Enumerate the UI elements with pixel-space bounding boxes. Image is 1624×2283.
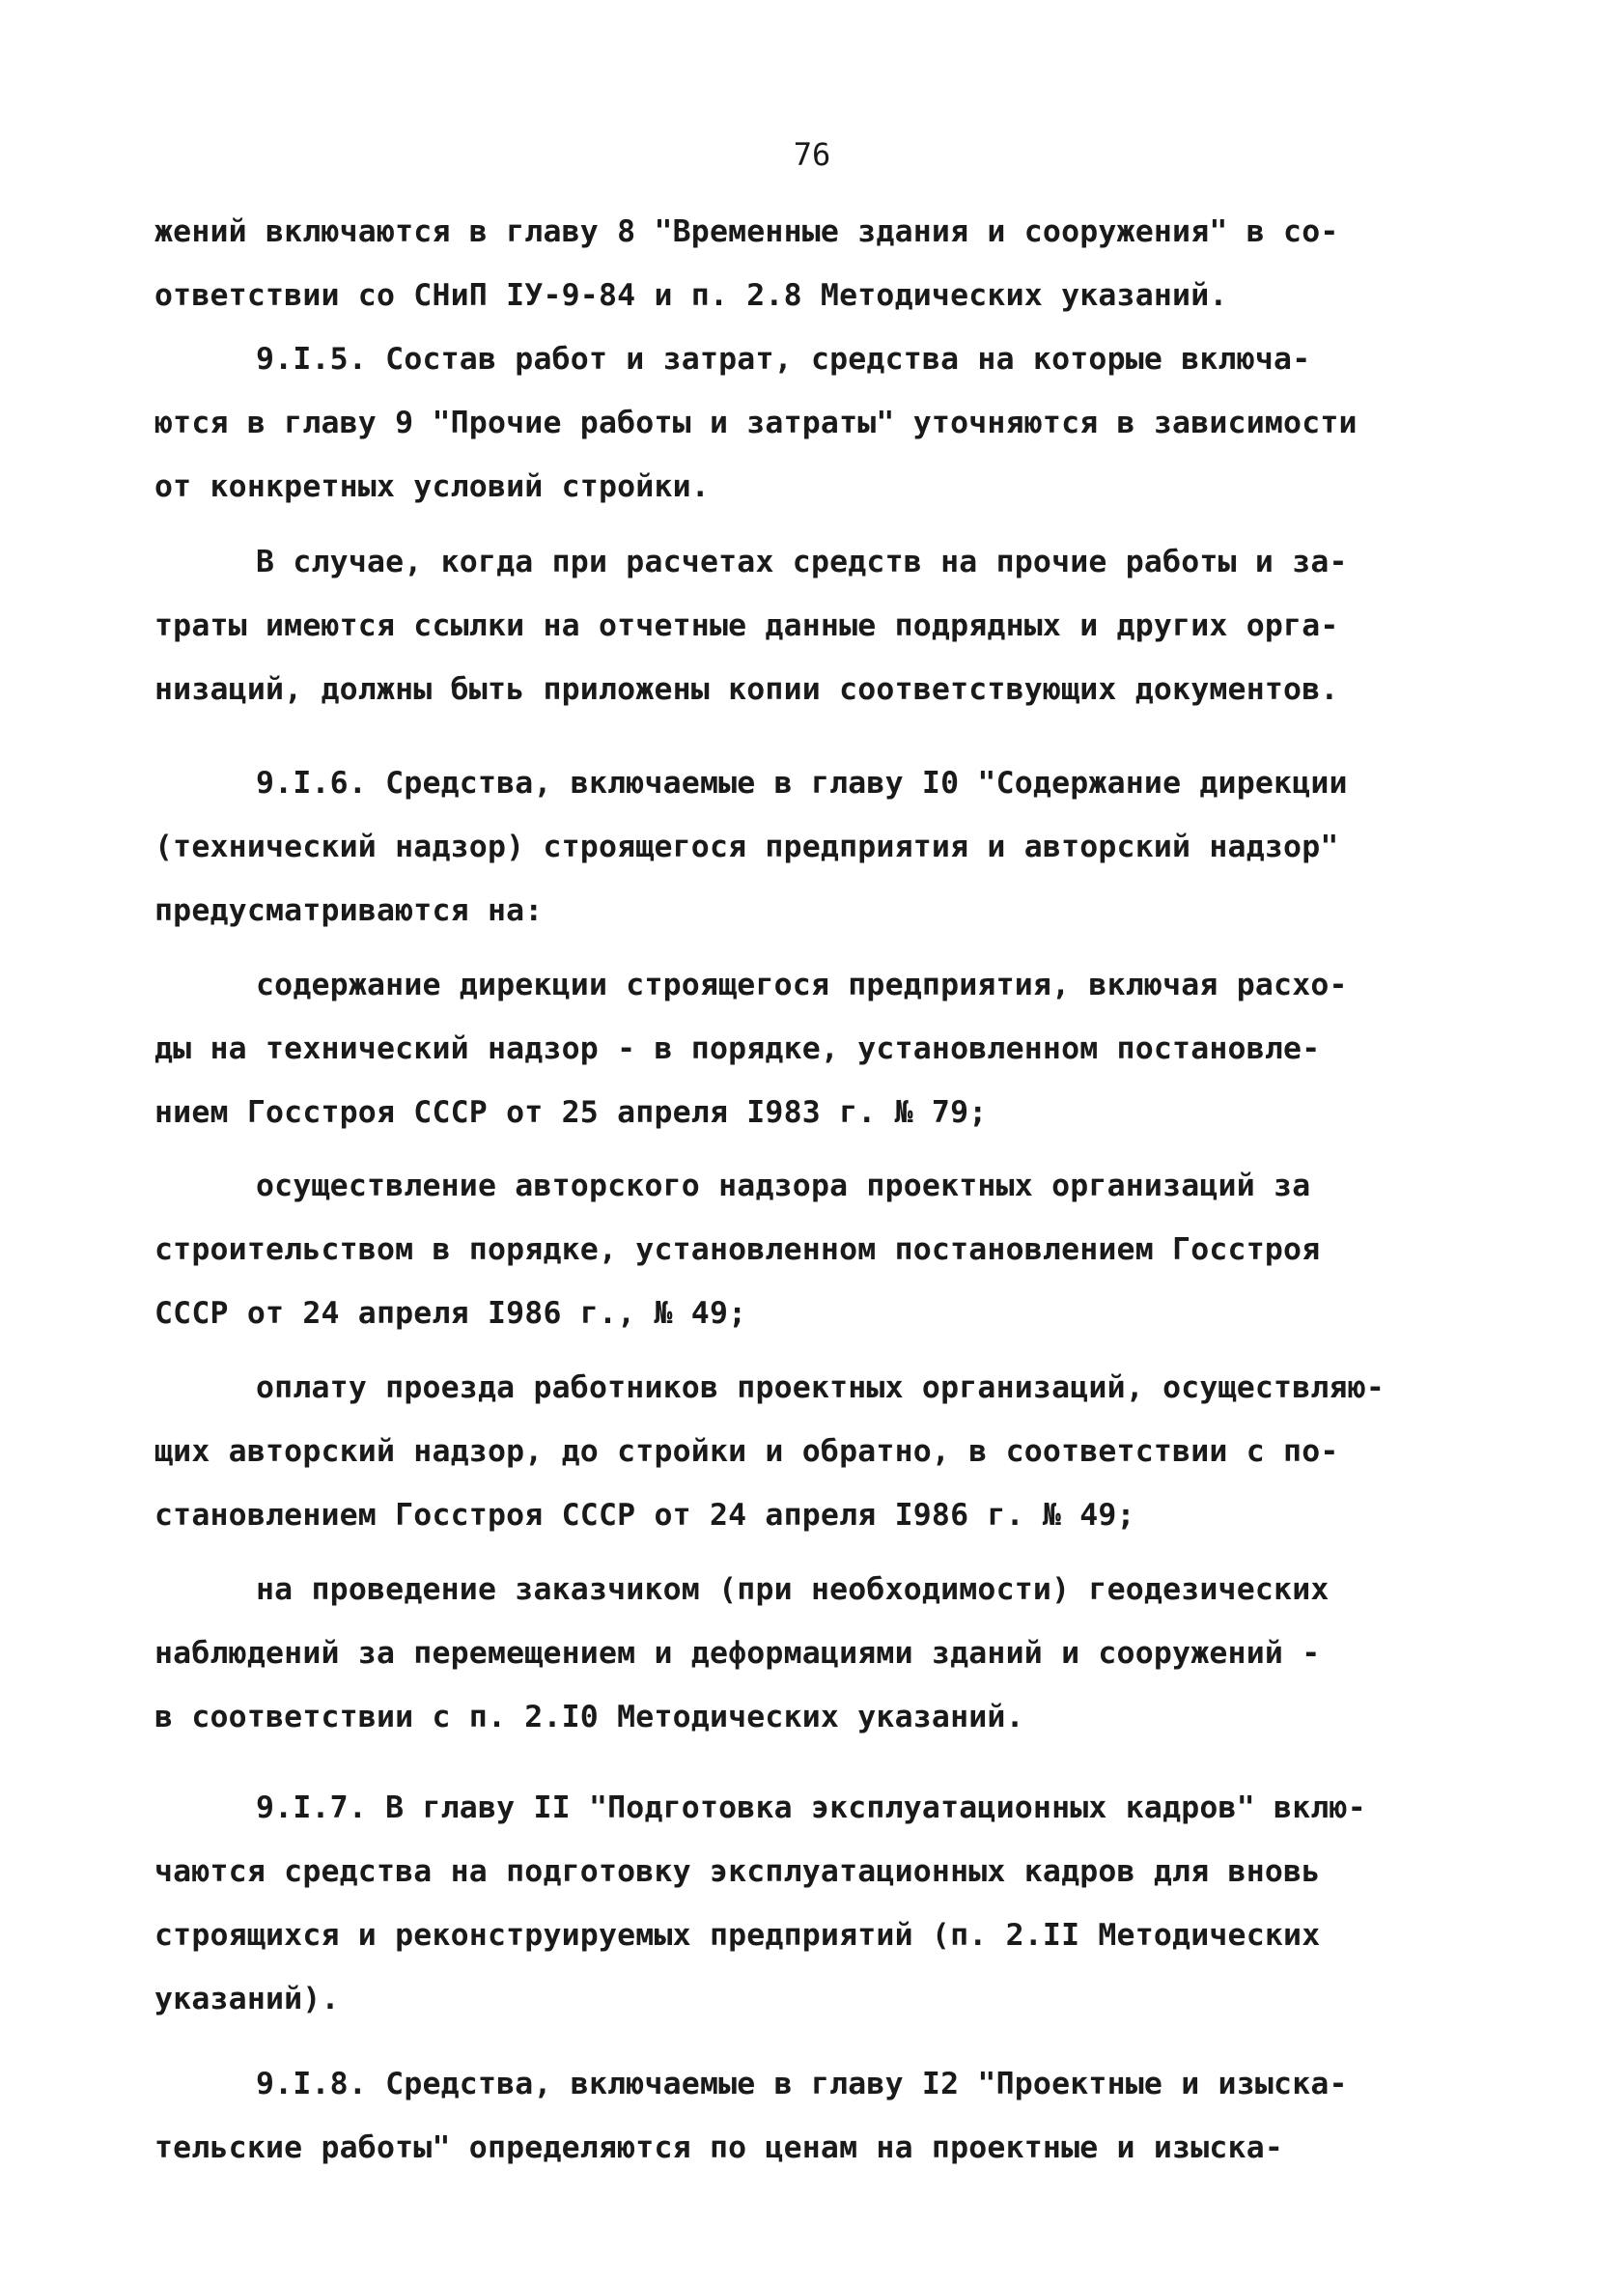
text-line: (технический надзор) строящегося предприятия и авторский надзор" <box>154 830 1339 864</box>
text-line: ды на технический надзор - в порядке, установленном постановле- <box>154 1031 1321 1066</box>
text-line: 9.I.8. Средства, включаемые в главу I2 "Проектные и изыска- <box>256 2067 1348 2101</box>
text-line: низаций, должны быть приложены копии соответствующих документов. <box>154 672 1339 707</box>
text-line: от конкретных условий стройки. <box>154 469 710 504</box>
text-line: В случае, когда при расчетах средств на прочие работы и за- <box>256 545 1348 579</box>
text-line: предусматриваются на: <box>154 893 544 928</box>
text-line: осуществление авторского надзора проектных организаций за <box>256 1169 1311 1203</box>
page-number: 76 <box>793 136 831 173</box>
text-line: тельские работы" определяются по ценам на проектные и изыска- <box>154 2130 1284 2165</box>
text-line: ответствии со СНиП IУ-9-84 и п. 2.8 Методических указаний. <box>154 278 1228 313</box>
text-line: щих авторский надзор, до стройки и обратно, в соответствии с по- <box>154 1434 1339 1469</box>
text-line: оплату проезда работников проектных организаций, осуществляю- <box>256 1370 1386 1405</box>
text-line: ются в главу 9 "Прочие работы и затраты" уточняются в зависимости <box>154 406 1358 440</box>
text-line: содержание дирекции строящегося предприятия, включая расхо- <box>256 968 1348 1002</box>
text-line: чаются средства на подготовку эксплуатационных кадров для вновь <box>154 1854 1321 1889</box>
text-line: становлением Госстроя СССР от 24 апреля I986 г. № 49; <box>154 1498 1135 1533</box>
text-line: 9.I.6. Средства, включаемые в главу I0 "Содержание дирекции <box>256 766 1348 801</box>
text-line: наблюдений за перемещением и деформациями зданий и сооружений - <box>154 1636 1321 1671</box>
text-line: в соответствии с п. 2.I0 Методических указаний. <box>154 1700 1024 1734</box>
text-line: на проведение заказчиком (при необходимости) геодезических <box>256 1572 1330 1607</box>
text-line: жений включаются в главу 8 "Временные здания и сооружения" в со- <box>154 214 1339 249</box>
text-line: 9.I.5. Состав работ и затрат, средства на которые включа- <box>256 342 1311 377</box>
text-line: 9.I.7. В главу II "Подготовка эксплуатационных кадров" вклю- <box>256 1790 1366 1825</box>
text-line: траты имеются ссылки на отчетные данные подрядных и других орга- <box>154 608 1339 643</box>
text-line: СССР от 24 апреля I986 г., № 49; <box>154 1296 747 1331</box>
text-line: строящихся и реконструируемых предприятий (п. 2.II Методических <box>154 1918 1321 1953</box>
text-line: строительством в порядке, установленном постановлением Госстроя <box>154 1232 1321 1267</box>
text-line: нием Госстроя СССР от 25 апреля I983 г. № 79; <box>154 1095 988 1130</box>
text-line: указаний). <box>154 1982 340 2016</box>
